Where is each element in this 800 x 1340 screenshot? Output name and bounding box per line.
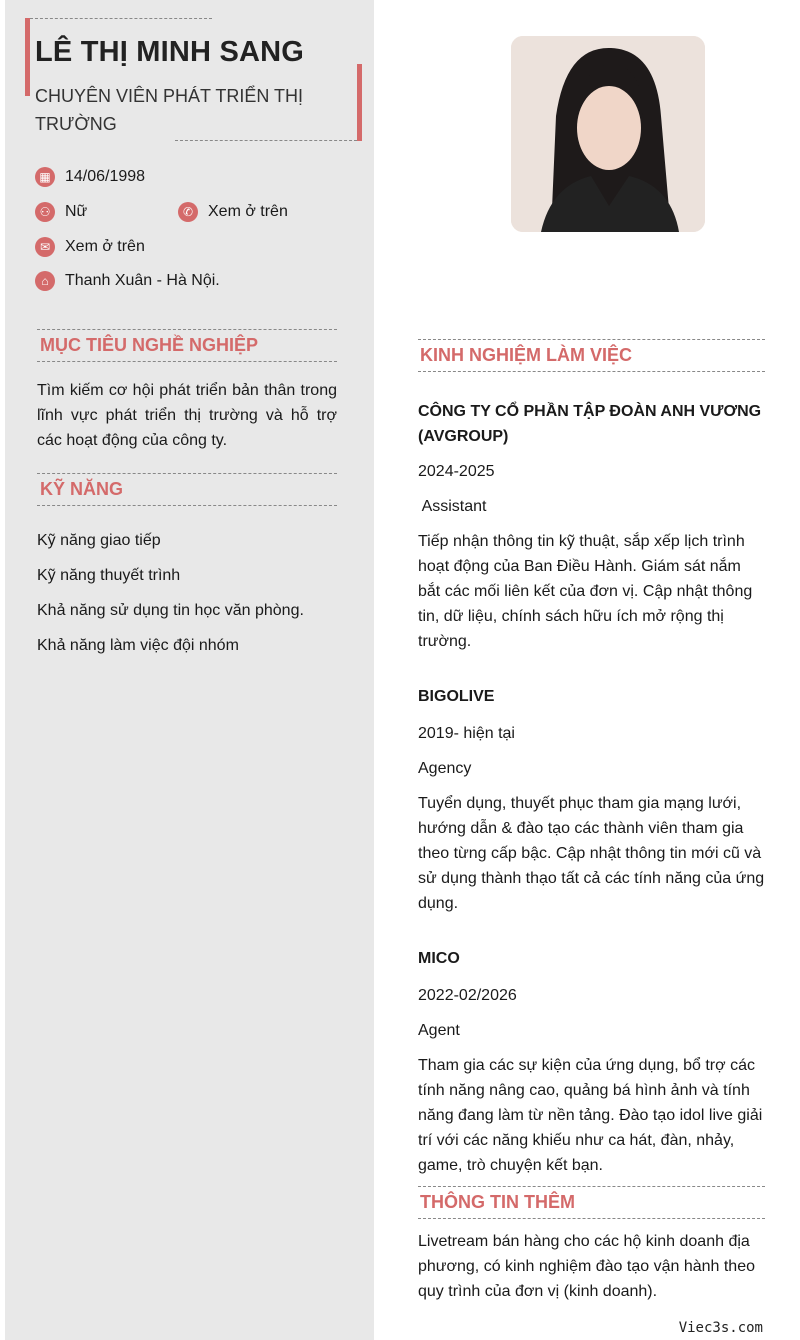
- experience-heading: KINH NGHIỆM LÀM VIỆC: [418, 339, 765, 372]
- email-row: [35, 237, 145, 257]
- description: Tham gia các sự kiện của ứng dụng, bổ trợ các tính năng nâng cao, quảng bá hình ảnh và tính năng đang làm từ nền tảng. Đào tạo idol live giải trí với các năng khiếu như ca hát, đàn, nhảy, game, trò chuyện kết bạn.: [418, 1057, 763, 1174]
- gender-row: [35, 202, 87, 222]
- envelope-icon: ✉: [35, 237, 55, 257]
- skill-item: Khả năng sử dụng tin học văn phòng.: [37, 602, 304, 619]
- job-item: [418, 684, 765, 916]
- period: 2022-02/2026: [418, 987, 517, 1004]
- gender: Nữ: [65, 203, 88, 220]
- job-item: [418, 399, 765, 654]
- address: Thanh Xuân - Hà Nội.: [65, 272, 220, 289]
- objective-heading: MỤC TIÊU NGHỀ NGHIỆP: [37, 329, 337, 362]
- home-icon: ⌂: [35, 271, 55, 291]
- role: Assistant: [418, 498, 487, 515]
- extra-heading: THÔNG TIN THÊM: [418, 1186, 765, 1219]
- period: 2019- hiện tại: [418, 725, 515, 742]
- extra-text: Livetream bán hàng cho các hộ kinh doanh địa phương, có kinh nghiệm đào tạo vận hành theo quy trình của đơn vị (kinh doanh).: [418, 1233, 755, 1300]
- sidebar: [5, 0, 374, 1340]
- skill-item: Khả năng làm việc đội nhóm: [37, 637, 239, 654]
- description: Tiếp nhận thông tin kỹ thuật, sắp xếp lịch trình hoạt động của Ban Điều Hành. Giám sát nắm bắt các mối liên kết của đơn vị. Cập nhật thông tin, dữ liệu, chính sách hữu ích mở rộng thị trường.: [418, 533, 753, 650]
- period: 2024-2025: [418, 463, 495, 480]
- footer-brand: Viec3s.com: [678, 1320, 763, 1336]
- description: Tuyển dụng, thuyết phục tham gia mạng lưới, hướng dẫn & đào tạo các thành viên tham gia theo từng cấp bậc. Cập nhật thông tin mới cũ và sử dụng thành thạo tất cả các tính năng của ứng dụng.: [418, 795, 765, 912]
- divider: [30, 18, 212, 19]
- job-item: [418, 946, 765, 1178]
- gender-icon: ⚇: [35, 202, 55, 222]
- skills-list: [37, 523, 304, 663]
- accent-bar: [25, 18, 30, 96]
- phone: Xem ở trên: [208, 203, 288, 220]
- role: Agency: [418, 760, 472, 777]
- job-title: CHUYÊN VIÊN PHÁT TRIỂN THỊ TRƯỜNG: [35, 86, 304, 134]
- birthdate-row: [35, 167, 145, 187]
- phone-row: [178, 202, 288, 222]
- company: MICO: [418, 950, 460, 967]
- email: Xem ở trên: [65, 238, 145, 255]
- birthdate: 14/06/1998: [65, 168, 146, 185]
- skill-item: Kỹ năng thuyết trình: [37, 567, 181, 584]
- company: BIGOLIVE: [418, 688, 495, 705]
- company: CÔNG TY CỔ PHẦN TẬP ĐOÀN ANH VƯƠNG (AVGROUP): [418, 403, 762, 445]
- profile-photo: [511, 36, 705, 232]
- address-row: [35, 271, 220, 291]
- skill-item: Kỹ năng giao tiếp: [37, 532, 161, 549]
- role: Agent: [418, 1022, 460, 1039]
- accent-bar: [357, 64, 362, 141]
- experience-section: [418, 339, 765, 1304]
- divider: [175, 140, 357, 141]
- objective-text: Tìm kiếm cơ hội phát triển bản thân trong lĩnh vực phát triển thị trường và hỗ trợ các hoạt động của công ty.: [37, 382, 337, 449]
- phone-icon: ✆: [178, 202, 198, 222]
- calendar-icon: ▦: [35, 167, 55, 187]
- skills-heading: KỸ NĂNG: [37, 473, 337, 506]
- candidate-name: LÊ THỊ MINH SANG: [35, 36, 305, 68]
